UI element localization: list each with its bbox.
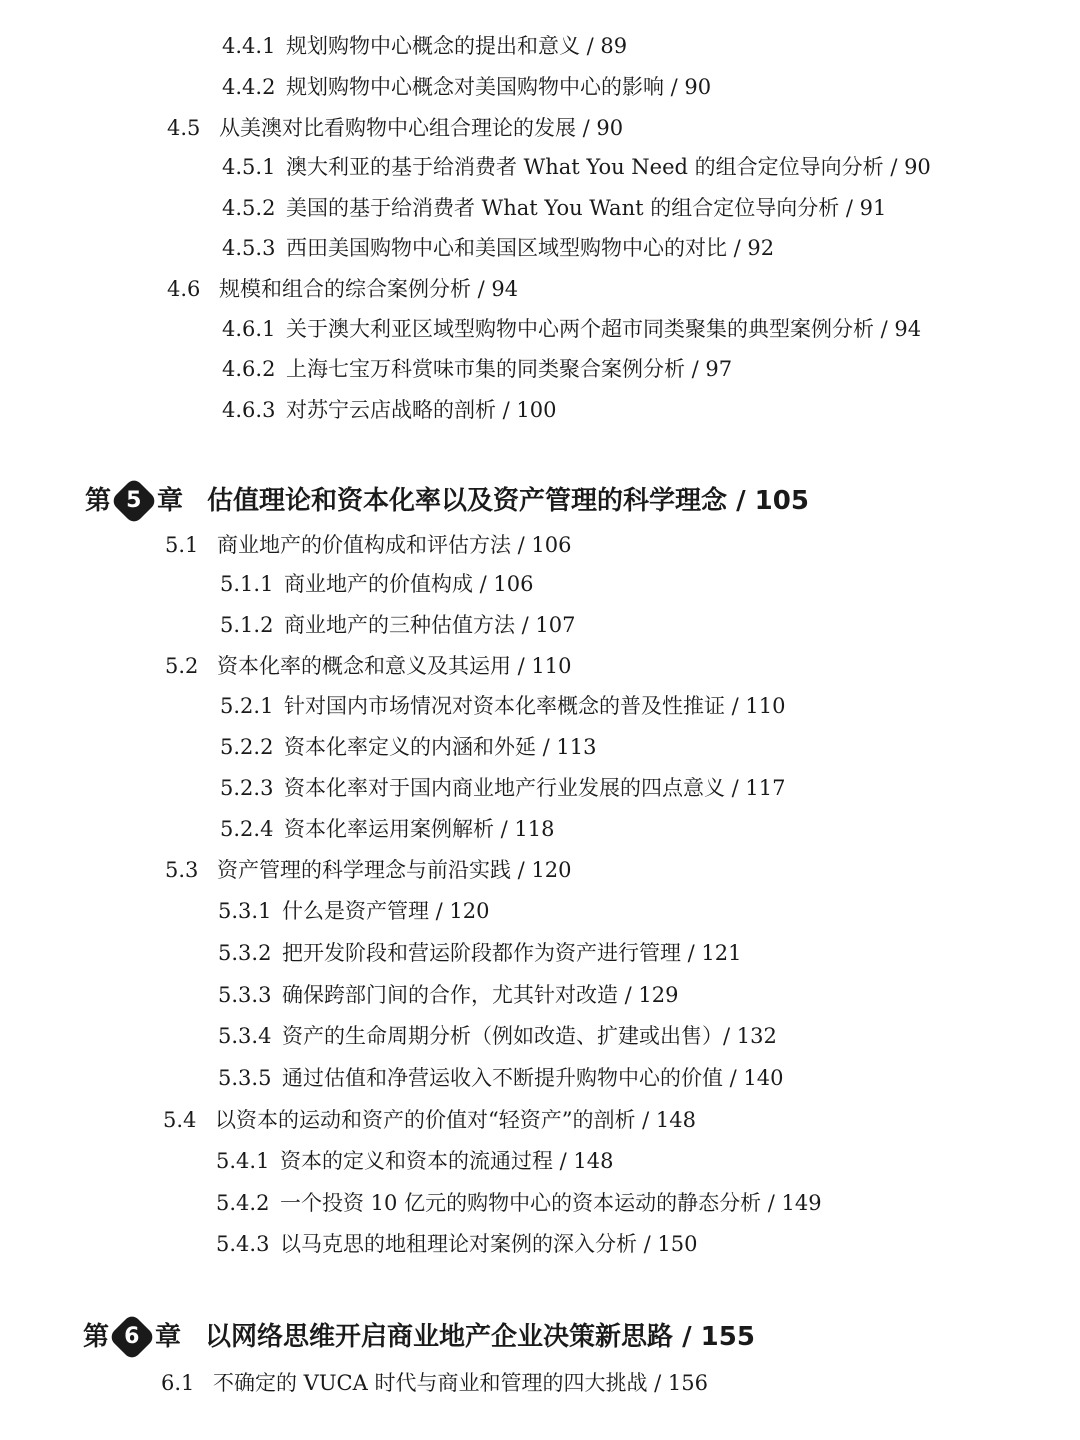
entry-title: 从美澳对比看购物中心组合理论的发展 / 90	[219, 116, 624, 140]
toc-entry-5-2-1	[220, 692, 786, 720]
toc-entry-4-5-3	[222, 234, 774, 262]
entry-number: 5.3.5	[218, 1066, 272, 1090]
entry-number: 5.1.1	[220, 572, 274, 596]
entry-title: 资本化率运用案例解析 / 118	[284, 817, 555, 841]
toc-entry-5-3-2	[218, 939, 742, 967]
chapter-title: 估值理论和资本化率以及资产管理的科学理念 / 105	[207, 486, 809, 516]
entry-title: 资本化率的概念和意义及其运用 / 110	[217, 654, 572, 678]
toc-entry-4-5	[167, 114, 623, 142]
toc-entry-4-6	[167, 275, 518, 303]
entry-title: 资产的生命周期分析（例如改造、扩建或出售）/ 132	[282, 1024, 777, 1048]
toc-entry-4-6-3	[222, 396, 557, 424]
chapter-number: 5	[126, 488, 142, 513]
toc-entry-5-3-5	[218, 1064, 784, 1092]
entry-title: 一个投资 10 亿元的购物中心的资本运动的静态分析 / 149	[280, 1191, 822, 1215]
entry-number: 4.5.3	[222, 236, 276, 260]
entry-number: 5.2.3	[220, 776, 274, 800]
chapter-5-heading	[85, 481, 809, 521]
chapter-number-badge	[108, 1313, 156, 1361]
entry-title: 资本的定义和资本的流通过程 / 148	[280, 1149, 614, 1173]
entry-title: 什么是资产管理 / 120	[282, 899, 490, 923]
entry-number: 5.1	[165, 533, 199, 557]
toc-entry-4-6-1	[222, 315, 921, 343]
toc-entry-5-4-2	[216, 1189, 822, 1217]
entry-title: 上海七宝万科赏味市集的同类聚合案例分析 / 97	[286, 357, 733, 381]
toc-entry-5-2-4	[220, 815, 555, 843]
entry-title: 商业地产的价值构成和评估方法 / 106	[217, 533, 572, 557]
entry-title: 把开发阶段和营运阶段都作为资产进行管理 / 121	[282, 941, 742, 965]
entry-number: 5.4	[163, 1108, 197, 1132]
chapter-6-heading	[83, 1317, 755, 1357]
entry-number: 5.3.4	[218, 1024, 272, 1048]
entry-number: 5.1.2	[220, 613, 274, 637]
toc-entry-5-3-1	[218, 897, 490, 925]
entry-title: 以资本的运动和资产的价值对“轻资产”的剖析 / 148	[215, 1108, 696, 1132]
entry-number: 4.6.2	[222, 357, 276, 381]
entry-title: 对苏宁云店战略的剖析 / 100	[286, 398, 557, 422]
chapter-prefix: 第	[83, 1322, 110, 1352]
toc-entry-5-2-3	[220, 774, 786, 802]
entry-title: 确保跨部门间的合作，尤其针对改造 / 129	[282, 983, 679, 1007]
toc-entry-5-4	[163, 1106, 696, 1134]
chapter-title: 以网络思维开启商业地产企业决策新思路 / 155	[205, 1322, 755, 1352]
entry-number: 4.6.1	[222, 317, 276, 341]
entry-number: 5.3.2	[218, 941, 272, 965]
entry-title: 资本化率定义的内涵和外延 / 113	[284, 735, 597, 759]
entry-title: 以马克思的地租理论对案例的深入分析 / 150	[280, 1232, 698, 1256]
entry-number: 4.4.2	[222, 75, 276, 99]
toc-entry-5-3	[165, 856, 572, 884]
entry-title: 规模和组合的综合案例分析 / 94	[219, 277, 519, 301]
entry-title: 规划购物中心概念的提出和意义 / 89	[286, 34, 628, 58]
toc-entry-5-4-3	[216, 1230, 698, 1258]
toc-entry-5-1-1	[220, 570, 534, 598]
entry-number: 4.5.1	[222, 155, 276, 179]
chapter-number-badge	[110, 477, 158, 525]
chapter-number: 6	[124, 1324, 140, 1349]
entry-number: 4.6	[167, 277, 201, 301]
entry-title: 不确定的 VUCA 时代与商业和管理的四大挑战 / 156	[213, 1371, 708, 1395]
entry-title: 澳大利亚的基于给消费者 What You Need 的组合定位导向分析 / 90	[286, 155, 931, 179]
entry-number: 4.5.2	[222, 196, 276, 220]
entry-title: 规划购物中心概念对美国购物中心的影响 / 90	[286, 75, 712, 99]
entry-number: 5.3.1	[218, 899, 272, 923]
entry-number: 5.4.2	[216, 1191, 270, 1215]
entry-number: 5.2.4	[220, 817, 274, 841]
entry-title: 商业地产的价值构成 / 106	[284, 572, 534, 596]
entry-number: 5.2.2	[220, 735, 274, 759]
entry-title: 针对国内市场情况对资本化率概念的普及性推证 / 110	[284, 694, 786, 718]
entry-title: 美国的基于给消费者 What You Want 的组合定位导向分析 / 91	[286, 196, 887, 220]
entry-number: 4.5	[167, 116, 201, 140]
entry-title: 西田美国购物中心和美国区域型购物中心的对比 / 92	[286, 236, 775, 260]
entry-number: 4.6.3	[222, 398, 276, 422]
entry-number: 5.3	[165, 858, 199, 882]
toc-entry-5-4-1	[216, 1147, 614, 1175]
toc-entry-5-3-4	[218, 1022, 777, 1050]
entry-title: 资本化率对于国内商业地产行业发展的四点意义 / 117	[284, 776, 786, 800]
entry-title: 商业地产的三种估值方法 / 107	[284, 613, 576, 637]
chapter-suffix: 章	[157, 486, 184, 516]
entry-number: 4.4.1	[222, 34, 276, 58]
entry-number: 5.4.3	[216, 1232, 270, 1256]
chapter-prefix: 第	[85, 486, 112, 516]
toc-entry-5-1-2	[220, 611, 576, 639]
entry-title: 通过估值和净营运收入不断提升购物中心的价值 / 140	[282, 1066, 784, 1090]
entry-title: 关于澳大利亚区域型购物中心两个超市同类聚集的典型案例分析 / 94	[286, 317, 922, 341]
toc-entry-6-1	[161, 1369, 708, 1397]
entry-number: 5.4.1	[216, 1149, 270, 1173]
entry-number: 5.2	[165, 654, 199, 678]
toc-entry-4-4-1	[222, 32, 627, 60]
entry-title: 资产管理的科学理念与前沿实践 / 120	[217, 858, 572, 882]
toc-entry-4-4-2	[222, 73, 711, 101]
toc-entry-5-2	[165, 652, 572, 680]
entry-number: 6.1	[161, 1371, 195, 1395]
toc-entry-4-6-2	[222, 355, 732, 383]
entry-number: 5.3.3	[218, 983, 272, 1007]
toc-entry-5-3-3	[218, 981, 679, 1009]
chapter-suffix: 章	[155, 1322, 182, 1352]
entry-number: 5.2.1	[220, 694, 274, 718]
toc-entry-5-1	[165, 531, 572, 559]
toc-entry-4-5-2	[222, 194, 886, 222]
toc-entry-5-2-2	[220, 733, 597, 761]
toc-entry-4-5-1	[222, 153, 931, 181]
